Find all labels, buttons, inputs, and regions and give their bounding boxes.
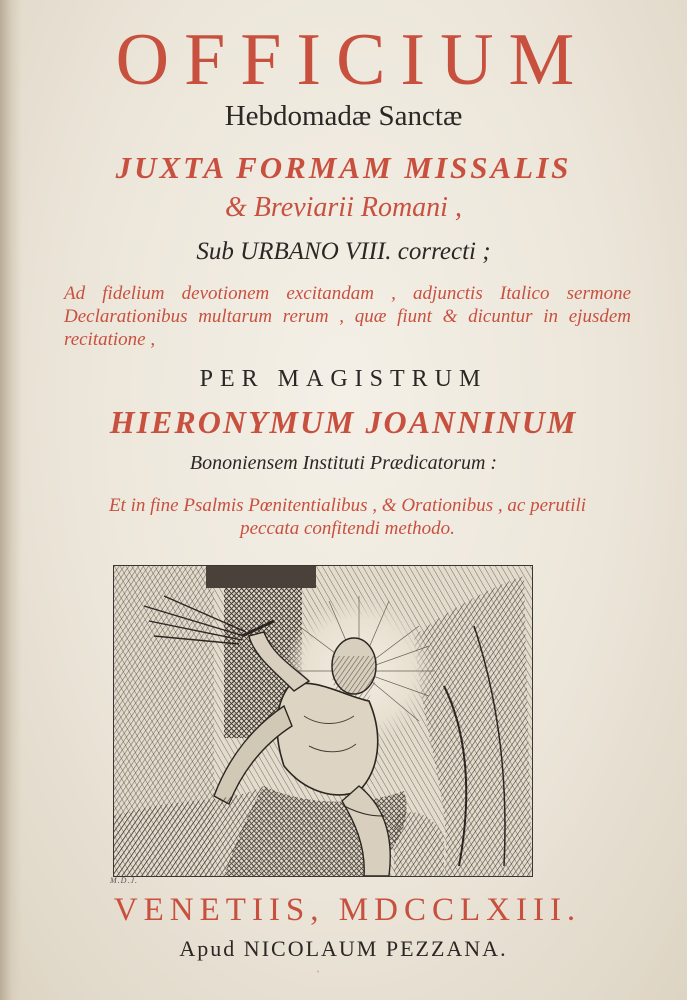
dedication-paragraph: Ad fidelium devotionem excitandam , adjunctis Italico sermone Declarationibus multarum rerum , quæ fiunt & dicuntur in ejusdem recitatione , — [64, 283, 631, 350]
engraving-illustration — [113, 565, 533, 877]
page-title: OFFICIUM — [115, 19, 590, 101]
imprint-place-year: VENETIIS, MDCCLXIII. — [113, 892, 582, 928]
author-order: Bononiensem Instituti Prædicatorum : — [189, 452, 498, 474]
engraver-signature: M.D.J. — [110, 876, 138, 885]
per-magistrum: PER MAGISTRUM — [199, 366, 488, 392]
subtitle-urbano: Sub URBANO VIII. correcti ; — [196, 238, 491, 265]
appendix-text: Et in fine Psalmis Pœnitentialibus , & Orationibus , ac perutili peccata confitendi methodo. — [108, 495, 587, 539]
subtitle-breviarii: & Breviarii Romani , — [225, 192, 462, 223]
subtitle-hebdomadae: Hebdomadæ Sanctæ — [224, 100, 463, 132]
ornament-mark: ˈ — [316, 968, 320, 982]
crucified-figure-engraving-icon — [114, 566, 532, 876]
subtitle-juxta-formam: JUXTA FORMAM MISSALIS — [115, 150, 572, 185]
imprint-publisher: Apud NICOLAUM PEZZANA. — [179, 936, 508, 961]
author-name: HIERONYMUM JOANNINUM — [109, 404, 578, 440]
